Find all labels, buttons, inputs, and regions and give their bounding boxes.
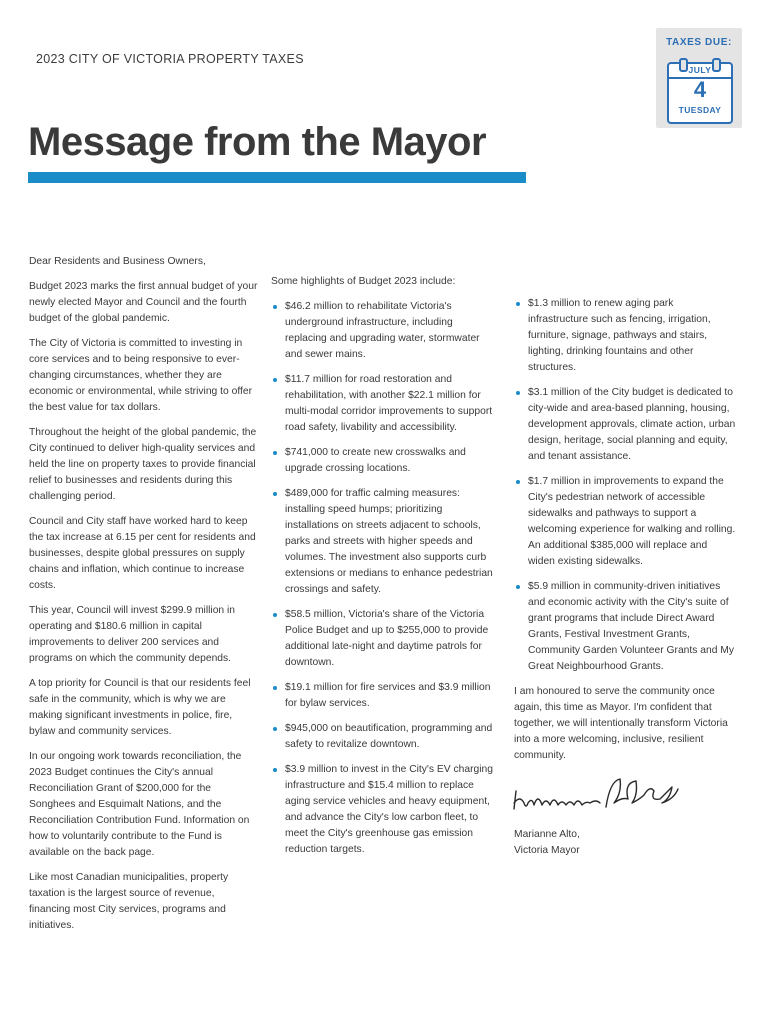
closing-paragraph: I am honoured to serve the community once again, this time as Mayor. I'm confident that together, we will intentionally transform Victoria into a more welcoming, inclusive, resilient community. [514,686,728,761]
paragraph: Council and City staff have worked hard to keep the tax increase at 6.15 per cent for residents and businesses, despite global pressures on supply chains and inflation, which continue to increase costs. [29,516,256,591]
list-item: $5.9 million in community-driven initiatives and economic activity with the City's suite of grant programs that include Direct Award Grants, Festival Investment Grants, Community Garden Volunteer Grants and My Great Neighbourhood Grants. [514,579,736,675]
paragraph: Budget 2023 marks the first annual budget of your newly elected Mayor and Council and the fourth budget of the global pandemic. [29,281,258,324]
highlights-intro: Some highlights of Budget 2023 include: [271,276,456,287]
list-item: $58.5 million, Victoria's share of the Victoria Police Budget and up to $255,000 to provide additional late-night and daytime patrols for downtown. [271,607,496,671]
paragraph: A top priority for Council is that our residents feel safe in the community, which is why we are making significant investments in police, fire, bylaw and community services. [29,678,251,737]
due-day: 4 [693,77,707,102]
signer-name: Marianne Alto, [514,829,580,840]
due-month: JULY [688,65,712,75]
list-item: $11.7 million for road restoration and rehabilitation, with another $22.1 million for multi-modal corridor improvements to support road safety, livability and accessibility. [271,372,496,436]
column-left [29,254,258,943]
page-title: Message from the Mayor [28,120,487,164]
paragraph: The City of Victoria is committed to investing in core services and to being responsive to ever-changing circumstances, whether they are economic or environmental, while striving to offer the best value for tax dollars. [29,338,253,413]
paragraph: This year, Council will invest $299.9 million in operating and $180.6 million in capital improvements to deliver 200 services and programs on which the community depends. [29,605,236,664]
due-weekday: TUESDAY [678,105,722,115]
list-item: $741,000 to create new crosswalks and upgrade crossing locations. [271,445,496,477]
paragraph: Throughout the height of the global pandemic, the City continued to deliver high-quality services and held the line on property taxes to provide financial relief to businesses and residents during this challenging period. [29,427,257,502]
list-item: $19.1 million for fire services and $3.9 million for bylaw services. [271,680,496,712]
salutation: Dear Residents and Business Owners, [29,256,206,267]
paragraph: Like most Canadian municipalities, property taxation is the largest source of revenue, financing most City services, programs and initiatives. [29,872,229,931]
list-item: $3.1 million of the City budget is dedicated to city-wide and area-based planning, housing, development approvals, climate action, urban design, heritage, social planning and equity, and tenant assistance. [514,385,736,465]
list-item: $945,000 on beautification, programming and safety to revitalize downtown. [271,721,496,753]
signer-title: Victoria Mayor [514,845,580,856]
mayor-signature [510,773,680,823]
signer-block [514,827,736,859]
highlights-list [271,299,496,858]
list-item: $46.2 million to rehabilitate Victoria's underground infrastructure, including replacing and upgrading water, stormwater and sewer mains. [271,299,496,363]
title-underline [28,172,526,183]
list-item: $1.3 million to renew aging park infrastructure such as fencing, irrigation, furniture, signage, pathways and stairs, lighting, drinking fountains and other structures. [514,296,736,376]
taxes-due-label: TAXES DUE: [666,37,732,48]
list-item: $1.7 million in improvements to expand the City's pedestrian network of accessible sidewalks and pathways to support a welcoming experience for walking and rolling. An additional $385,000 will replace and widen existing sidewalks. [514,474,736,570]
paragraph: In our ongoing work towards reconciliation, the 2023 Budget continues the City's annual Reconciliation Grant of $200,000 for the Songhees and Esquimalt Nations, and the Reconciliation Contribution Fund. Information on how to voluntarily contribute to the Fund is available on the back page. [29,751,250,858]
column-right [514,296,736,859]
calendar-page [667,62,733,124]
list-item: $3.9 million to invest in the City's EV charging infrastructure and $15.4 million to replace aging service vehicles and heavy equipment, and advance the City's low carbon fleet, to meet the City's greenhouse gas emission reduction targets. [271,762,496,858]
column-middle [271,274,496,867]
document-kicker: 2023 CITY OF VICTORIA PROPERTY TAXES [36,52,304,66]
taxes-due-calendar [656,28,742,128]
list-item: $489,000 for traffic calming measures: installing speed humps; prioritizing installations on streets adjacent to schools, parks and streets with higher speeds and volumes. The investment also supports curb extensions or medians to enhance pedestrian crossings and safety. [271,486,496,598]
highlights-list-continued [514,296,736,675]
